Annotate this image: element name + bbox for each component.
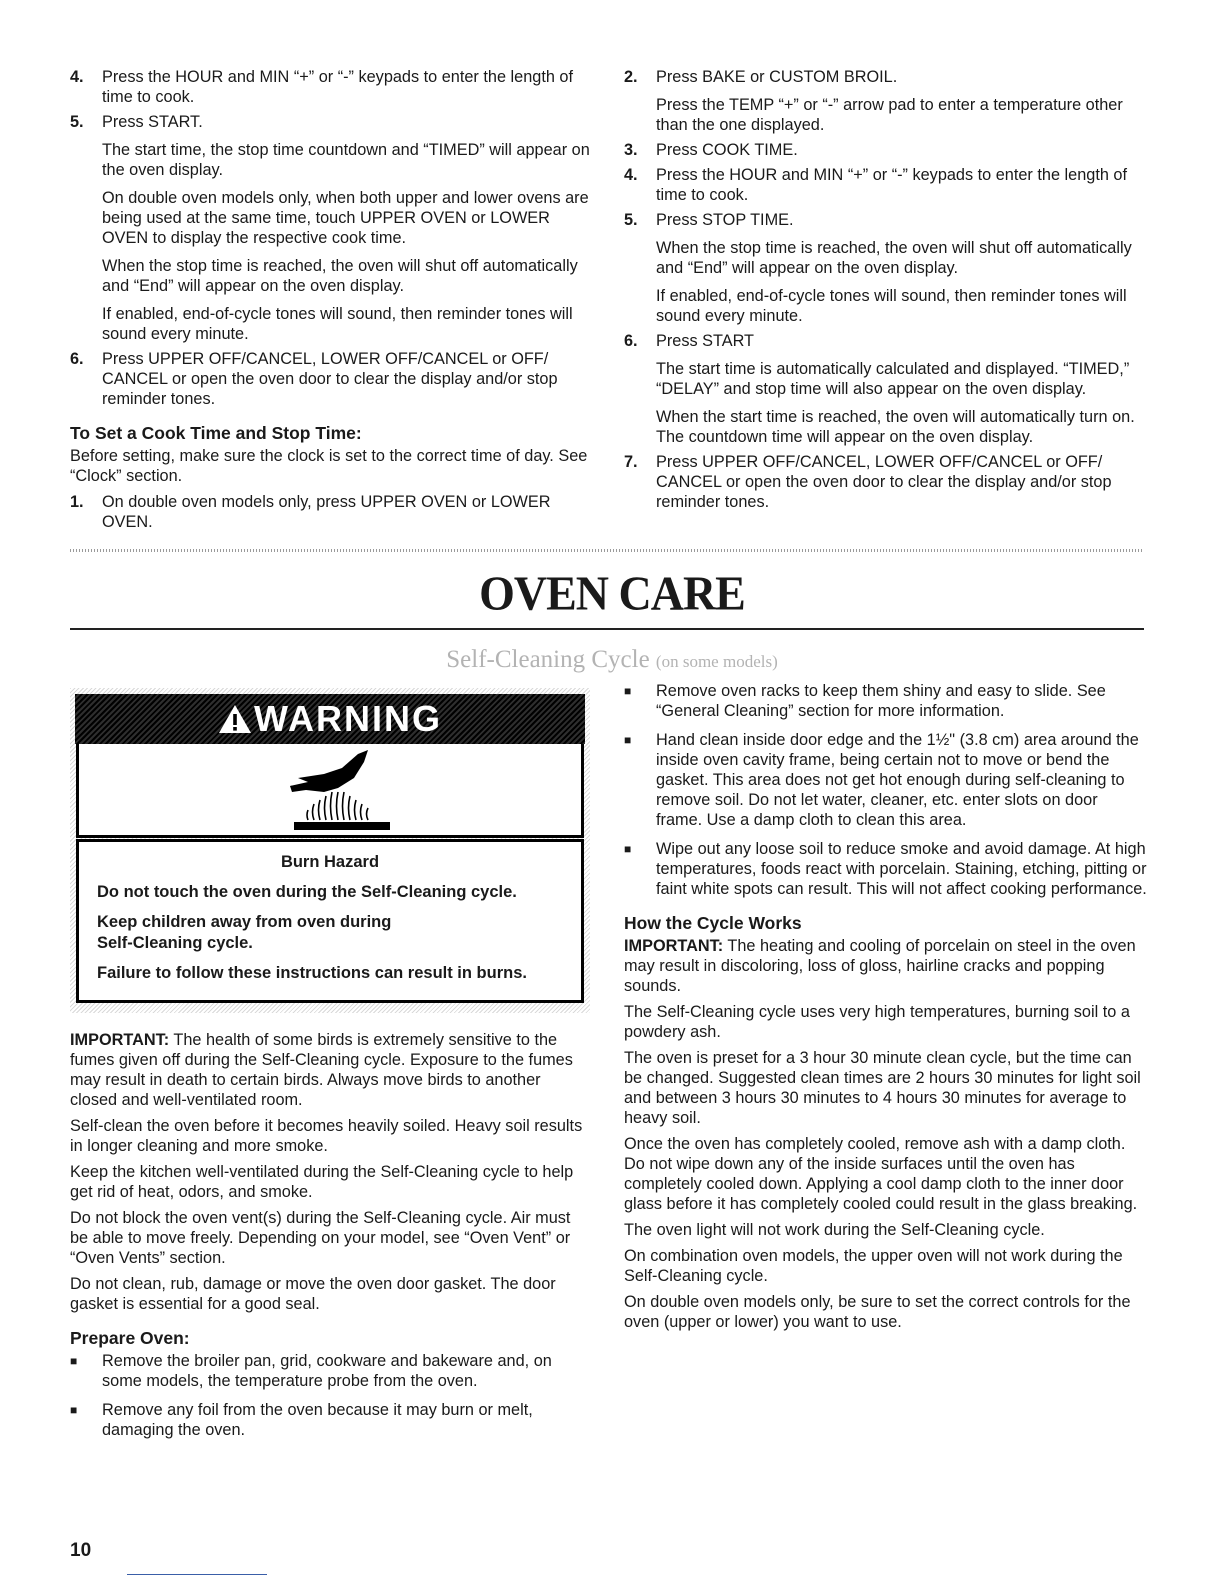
step-text: Press the HOUR and MIN “+” or “-” keypads to enter the length of time to cook. xyxy=(656,166,1127,204)
section-subtitle xyxy=(0,645,1224,677)
paragraph: Do not block the oven vent(s) during the Self-Cleaning cycle. Air must be able to move freely. Depending on your model, see “Oven Vent” or “Oven Vents” section. xyxy=(70,1209,571,1267)
important-label: IMPORTANT: xyxy=(70,1031,170,1049)
page-number: 10 xyxy=(70,1540,92,1561)
paragraph: Keep the kitchen well-ventilated during the Self-Cleaning cycle to help get rid of heat, odors, and smoke. xyxy=(70,1163,574,1201)
title-divider xyxy=(70,628,1144,630)
step-text: Press STOP TIME. xyxy=(656,211,794,229)
step-3 xyxy=(624,140,1148,160)
step-5 xyxy=(70,112,590,344)
step-text: Press the TEMP “+” or “-” arrow pad to enter a temperature other than the one displayed. xyxy=(656,96,1123,134)
step-5 xyxy=(624,210,1148,326)
top-left-column xyxy=(70,67,590,537)
step-number: 5. xyxy=(624,211,638,229)
step-6 xyxy=(624,331,1148,447)
step-number: 4. xyxy=(70,68,84,86)
bullet-square-icon: ■ xyxy=(624,684,632,698)
warning-triangle-icon xyxy=(218,704,252,734)
step-number: 5. xyxy=(70,113,84,131)
step-text: Press COOK TIME. xyxy=(656,141,798,159)
step-1 xyxy=(70,492,590,532)
paragraph: On combination oven models, the upper oven will not work during the Self-Cleaning cycle. xyxy=(624,1247,1123,1285)
dotted-divider xyxy=(70,549,1144,552)
step-6 xyxy=(70,349,590,409)
burn-hazard-icon xyxy=(284,748,394,834)
step-text: When the stop time is reached, the oven will shut off automatically and “End” will appear on the oven display. xyxy=(656,239,1132,277)
step-number: 1. xyxy=(70,493,84,511)
paragraph: The Self-Cleaning cycle uses very high temperatures, burning soil to a powdery ash. xyxy=(624,1003,1130,1041)
paragraph: Do not clean, rub, damage or move the oven door gasket. The door gasket is essential for a good seal. xyxy=(70,1275,556,1313)
step-text: Press START xyxy=(656,332,755,350)
list-item xyxy=(70,1351,590,1391)
list-item xyxy=(624,730,1148,830)
step-4 xyxy=(70,67,590,107)
bullet-square-icon: ■ xyxy=(70,1403,78,1417)
paragraph: On double oven models only, be sure to set the correct controls for the oven (upper or lower) you want to use. xyxy=(624,1293,1131,1331)
step-number: 2. xyxy=(624,68,638,86)
list-item xyxy=(70,1400,590,1440)
bullet-square-icon: ■ xyxy=(70,1354,78,1368)
important-label: IMPORTANT: xyxy=(624,937,724,955)
step-number: 7. xyxy=(624,453,638,471)
warning-line-1: Do not touch the oven during the Self-Cleaning cycle. xyxy=(97,883,517,901)
step-number: 3. xyxy=(624,141,638,159)
step-text: On double oven models only, press UPPER OVEN or LOWER OVEN. xyxy=(102,493,551,531)
warning-line-3: Failure to follow these instructions can result in burns. xyxy=(97,964,527,982)
bullet-square-icon: ■ xyxy=(624,733,632,747)
cook-stop-time-intro: Before setting, make sure the clock is set to the correct time of day. See “Clock” section. xyxy=(70,447,588,485)
step-text: Press UPPER OFF/CANCEL, LOWER OFF/CANCEL or OFF/ CANCEL or open the oven door to clear the display and/or stop reminder tones. xyxy=(102,350,558,408)
bullet-text: Remove any foil from the oven because it may burn or melt, damaging the oven. xyxy=(102,1401,533,1439)
burn-hazard-label: Burn Hazard xyxy=(280,853,380,871)
top-right-column xyxy=(624,67,1148,517)
step-number: 4. xyxy=(624,166,638,184)
birds-important-paragraph xyxy=(70,1030,590,1110)
prepare-oven-heading: Prepare Oven: xyxy=(70,1328,190,1348)
step-4 xyxy=(624,165,1148,205)
warning-box xyxy=(70,688,590,1013)
list-item xyxy=(624,839,1148,899)
step-text: Press BAKE or CUSTOM BROIL. xyxy=(656,68,898,86)
step-text: On double oven models only, when both upper and lower ovens are being used at the same time, touch UPPER OVEN or LOWER OVEN to display the respective cook time. xyxy=(102,189,589,247)
bullet-text: Hand clean inside door edge and the 1½" (3.8 cm) area around the inside oven cavity frame, being certain not to move or bend the gasket. This area does not get hot enough during self-cleaning to remove soil. Do not let water, cleaner, etc. enter slots on door frame. Use a damp cloth to clean this area. xyxy=(656,731,1139,829)
bottom-left-column xyxy=(70,1030,590,1449)
bullet-square-icon: ■ xyxy=(624,842,632,856)
footer-rule xyxy=(127,1574,267,1575)
important-text: The health of some birds is extremely sensitive to the fumes given off during the Self-Cleaning cycle. Exposure to the fumes may result in death to certain birds. Always move birds to another closed and well-ventilated room. xyxy=(70,1031,573,1109)
paragraph: The oven is preset for a 3 hour 30 minute clean cycle, but the time can be changed. Suggested clean times are 2 hours 30 minutes for light soil and between 3 hours 30 minutes to 4 hours 30 minutes for average to heavy soil. xyxy=(624,1049,1141,1127)
step-text: The start time is automatically calculated and displayed. “TIMED,” “DELAY” and stop time will also appear on the oven display. xyxy=(656,360,1130,398)
step-text: Press the HOUR and MIN “+” or “-” keypads to enter the length of time to cook. xyxy=(102,68,573,106)
step-text: When the stop time is reached, the oven will shut off automatically and “End” will appear on the oven display. xyxy=(102,257,578,295)
bottom-right-column xyxy=(624,681,1148,1338)
warning-icon-panel xyxy=(76,744,584,838)
step-number: 6. xyxy=(70,350,84,368)
cook-stop-time-heading: To Set a Cook Time and Stop Time: xyxy=(70,423,362,443)
step-text: Press START. xyxy=(102,113,203,131)
warning-header-text: WARNING xyxy=(254,698,442,739)
warning-line-2: Keep children away from oven during Self-Cleaning cycle. xyxy=(97,913,392,952)
step-text: If enabled, end-of-cycle tones will sound, then reminder tones will sound every minute. xyxy=(656,287,1127,325)
step-2 xyxy=(624,67,1148,135)
paragraph: Self-clean the oven before it becomes heavily soiled. Heavy soil results in longer cleaning and more smoke. xyxy=(70,1117,583,1155)
subtitle-main: Self-Cleaning Cycle xyxy=(446,646,650,673)
step-text: When the start time is reached, the oven will automatically turn on. The countdown time will appear on the oven display. xyxy=(656,408,1135,446)
warning-text-panel xyxy=(76,839,584,1003)
step-7 xyxy=(624,452,1148,512)
bullet-text: Remove the broiler pan, grid, cookware and bakeware and, on some models, the temperature probe from the oven. xyxy=(102,1352,552,1390)
step-text: The start time, the stop time countdown and “TIMED” will appear on the oven display. xyxy=(102,141,590,179)
section-title: OVEN CARE xyxy=(479,566,745,621)
bullet-text: Remove oven racks to keep them shiny and easy to slide. See “General Cleaning” section for more information. xyxy=(656,682,1106,720)
how-cycle-works-heading: How the Cycle Works xyxy=(624,913,802,933)
list-item xyxy=(624,681,1148,721)
step-text: Press UPPER OFF/CANCEL, LOWER OFF/CANCEL or OFF/ CANCEL or open the oven door to clear the display and/or stop reminder tones. xyxy=(656,453,1112,511)
step-number: 6. xyxy=(624,332,638,350)
subtitle-note: (on some models) xyxy=(655,652,778,671)
warning-header xyxy=(75,694,585,744)
porcelain-important-paragraph xyxy=(624,936,1148,996)
paragraph: The oven light will not work during the Self-Cleaning cycle. xyxy=(624,1221,1045,1239)
step-text: If enabled, end-of-cycle tones will sound, then reminder tones will sound every minute. xyxy=(102,305,573,343)
paragraph: Once the oven has completely cooled, remove ash with a damp cloth. Do not wipe down any of the inside surfaces until the oven has completely cooled down. Applying a cool damp cloth to the inner door glass before it has completely cooled could result in the glass breaking. xyxy=(624,1135,1138,1213)
important-text: The heating and cooling of porcelain on steel in the oven may result in discoloring, loss of gloss, hairline cracks and popping sounds. xyxy=(624,937,1136,995)
bullet-text: Wipe out any loose soil to reduce smoke and avoid damage. At high temperatures, foods react with porcelain. Staining, etching, pitting or faint white spots can result. This will not affect cooking performance. xyxy=(656,840,1147,898)
